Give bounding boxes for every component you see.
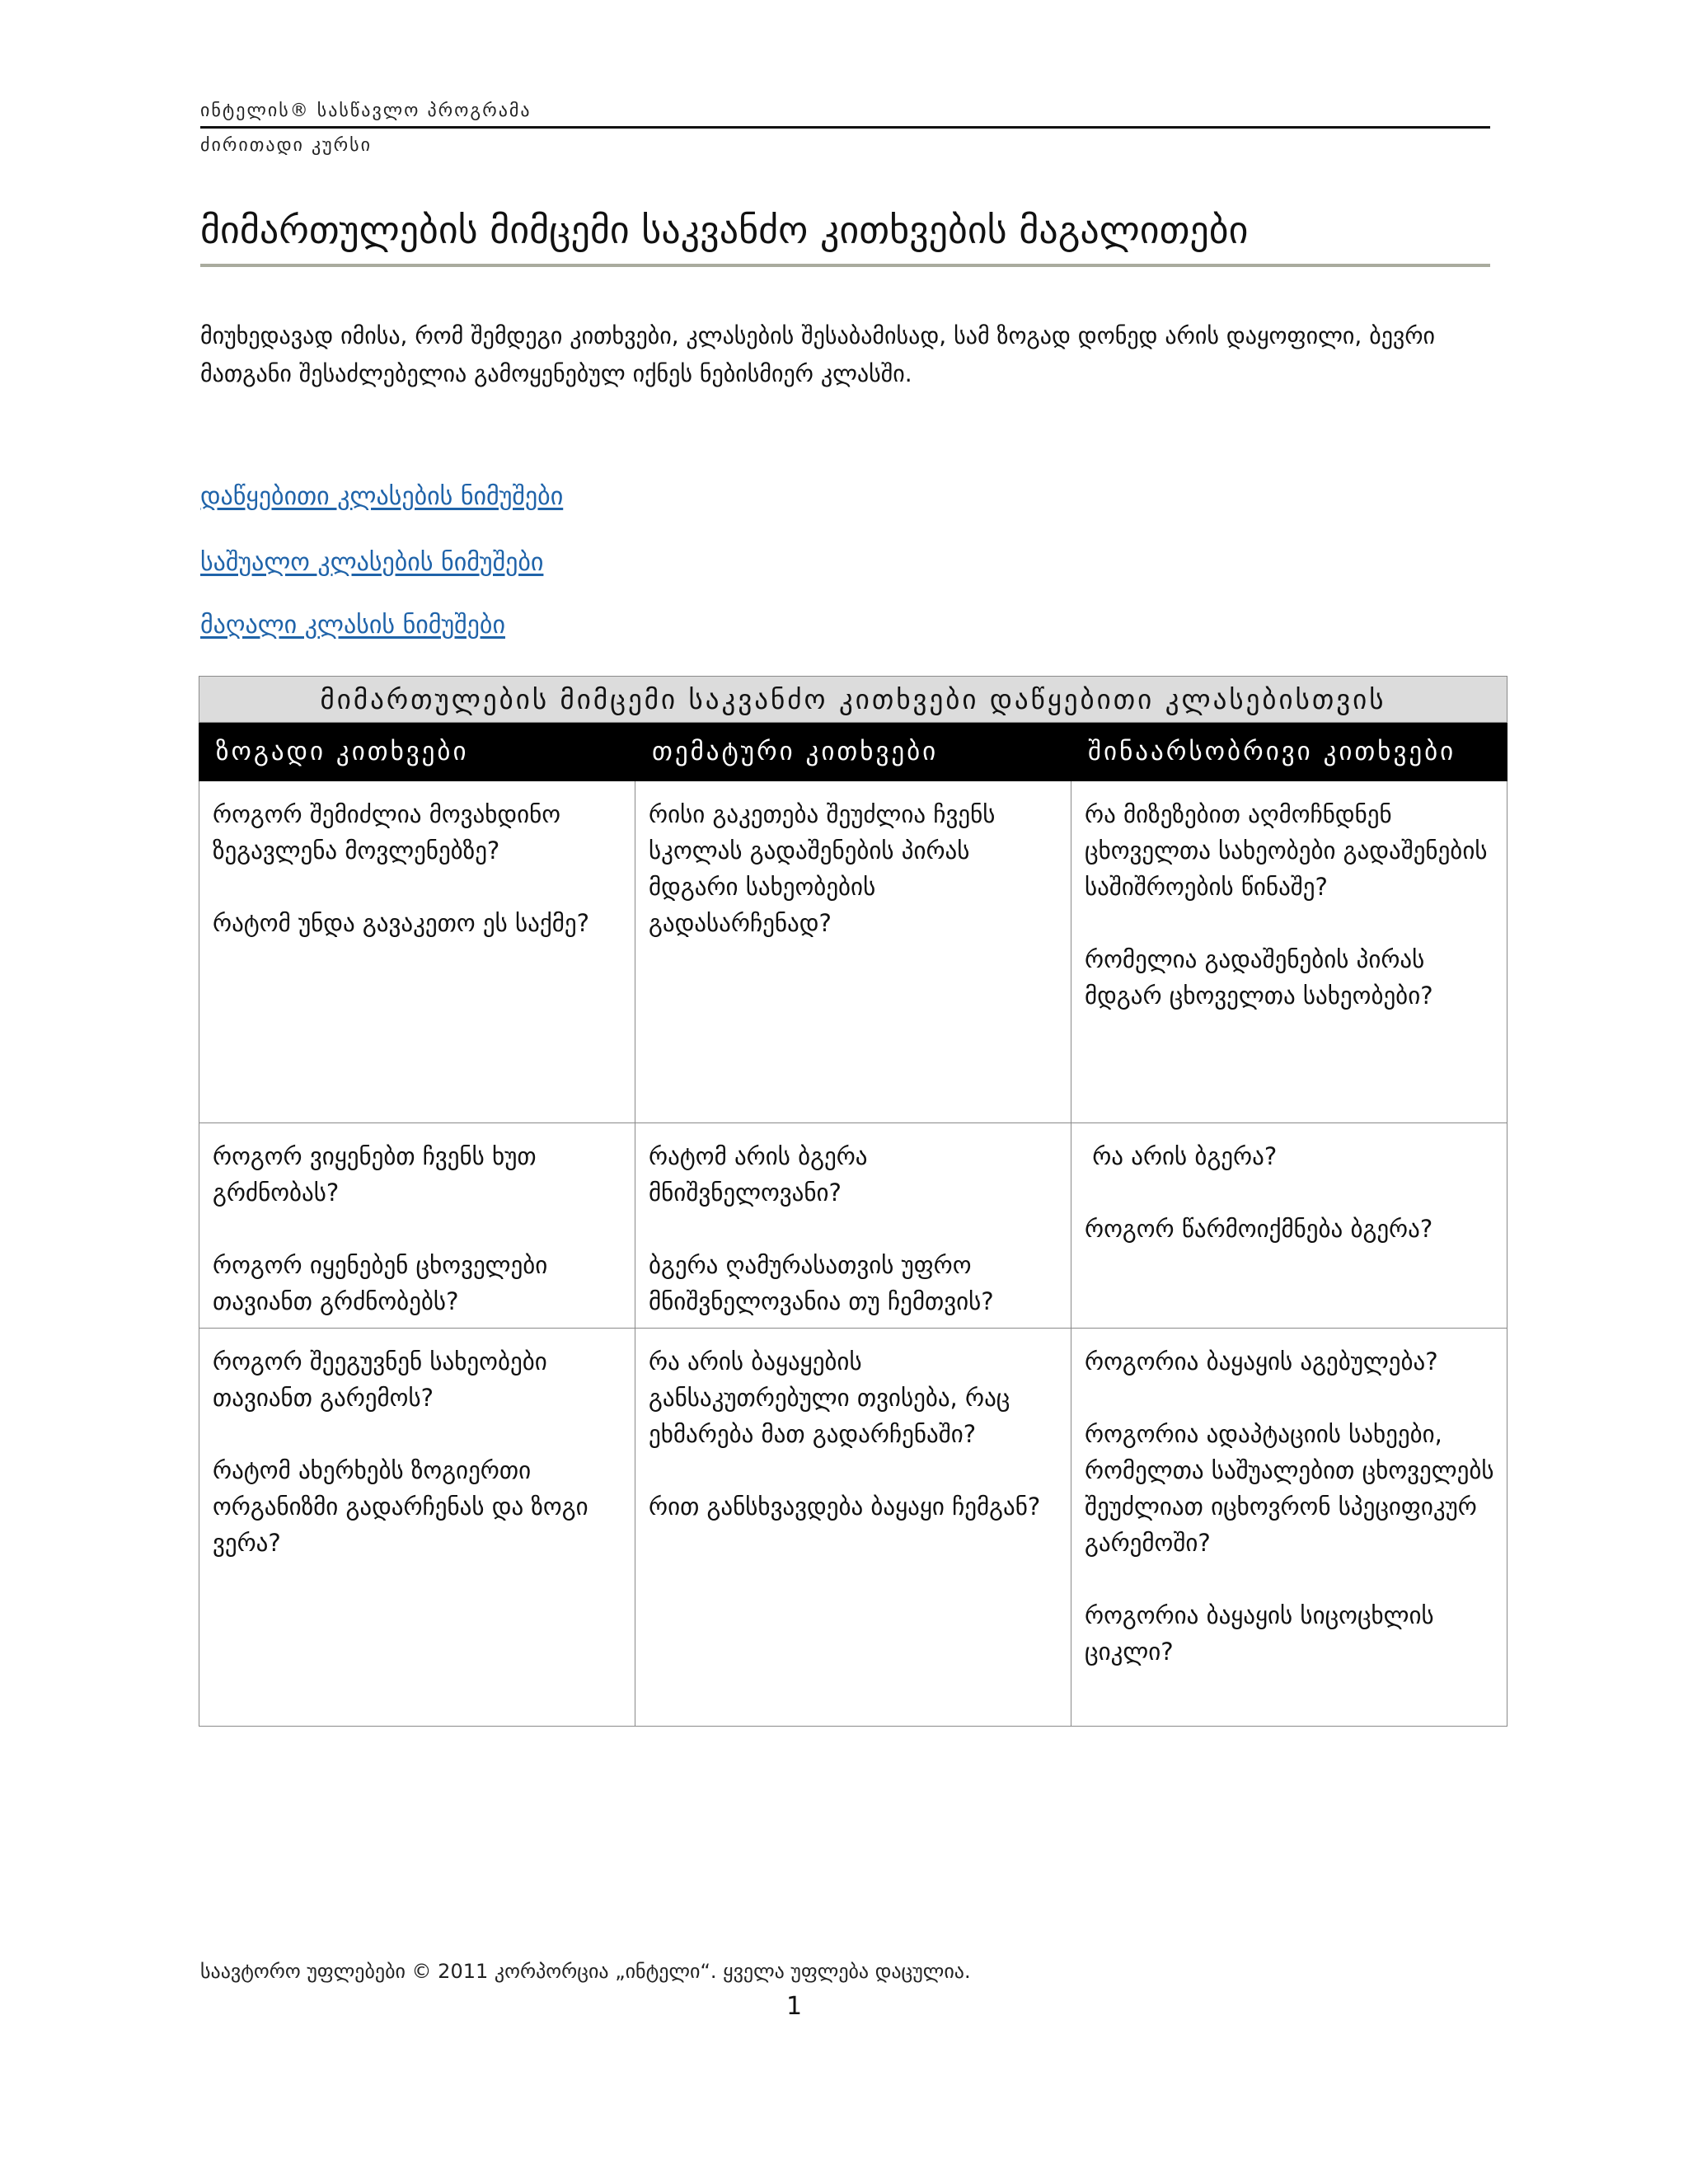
page-title: მიმართულების მიმცემი საკვანძო კითხვების მაგალითები	[200, 208, 1249, 252]
title-underline	[200, 264, 1490, 267]
link-primary-grades[interactable]: დაწყებითი კლასების ნიმუშები	[200, 482, 564, 511]
question-text: რით განსხვავდება ბაყაყი ჩემგან?	[649, 1493, 1041, 1521]
questions-table	[199, 676, 1507, 1727]
table-caption-row	[199, 677, 1507, 723]
table-cell	[635, 781, 1071, 1123]
table-caption: მიმართულების მიმცემი საკვანძო კითხვები დაწყებითი კლასებისთვის	[199, 677, 1507, 723]
table-cell	[635, 1123, 1071, 1329]
question-text: რატომ უნდა გავაკეთო ეს საქმე?	[213, 909, 589, 937]
col-header-thematic: თემატური კითხვები	[635, 723, 1071, 781]
question-text: როგორ წარმოიქმნება ბგერა?	[1085, 1215, 1433, 1243]
table-header-row	[199, 723, 1507, 781]
table-cell	[1071, 781, 1507, 1123]
table-cell	[199, 1329, 635, 1727]
table-row	[199, 781, 1507, 1123]
table-cell	[1071, 1329, 1507, 1727]
table-row	[199, 1123, 1507, 1329]
question-text: როგორ იყენებენ ცხოველები თავიანთ გრძნობებს?	[213, 1251, 548, 1315]
question-text: როგორია ბაყაყის სიცოცხლის ციკლი?	[1085, 1601, 1434, 1666]
question-text: როგორ შემიძლია მოვახდინო ზეგავლენა მოვლენებზე?	[213, 800, 561, 865]
question-text: როგორია ბაყაყის აგებულება?	[1085, 1347, 1438, 1376]
question-text: რა არის ბგერა?	[1085, 1142, 1278, 1170]
table-row	[199, 1329, 1507, 1727]
col-header-general: ზოგადი კითხვები	[199, 723, 635, 781]
question-text: რატომ ახერხებს ზოგიერთი ორგანიზმი გადარჩენას და ზოგი ვერა?	[213, 1456, 588, 1557]
intro-paragraph: მიუხედავად იმისა, რომ შემდეგი კითხვები, კლასების შესაბამისად, სამ ზოგად დონედ არის დაყოფილი, ბევრი მათგანი შესაძლებელია გამოყენებულ იქნეს ნებისმიერ კლასში.	[200, 322, 1436, 387]
question-text: როგორ ვიყენებთ ჩვენს ხუთ გრძნობას?	[213, 1142, 537, 1207]
question-text: როგორ შეეგუვნენ სახეობები თავიანთ გარემოს?	[213, 1347, 547, 1412]
table-cell	[199, 1123, 635, 1329]
page-number: 1	[786, 1992, 803, 2021]
question-text: რისი გაკეთება შეუძლია ჩვენს სკოლას გადაშენების პირას მდგარი სახეობების გადასარჩენად?	[649, 800, 996, 937]
header-divider	[200, 126, 1490, 129]
table-cell	[1071, 1123, 1507, 1329]
table-cell	[635, 1329, 1071, 1727]
question-text: რა არის ბაყაყების განსაკუთრებული თვისება, რაც ეხმარება მათ გადარჩენაში?	[649, 1347, 1010, 1448]
link-middle-grades[interactable]: საშუალო კლასების ნიმუშები	[200, 548, 544, 577]
col-header-content: შინაარსობრივი კითხვები	[1071, 723, 1507, 781]
running-header-course: ძირითადი კურსი	[200, 135, 373, 156]
question-text: რატომ არის ბგერა მნიშვნელოვანი?	[649, 1142, 868, 1207]
link-high-grades[interactable]: მაღალი კლასის ნიმუშები	[200, 611, 505, 640]
copyright-footer: საავტორო უფლებები © 2011 კორპორცია „ინტელი“. ყველა უფლება დაცულია.	[200, 1960, 971, 1983]
table-cell	[199, 781, 635, 1123]
question-text: როგორია ადაპტაციის სახეები, რომელთა საშუალებით ცხოველებს შეუძლიათ იცხოვრონ სპეციფიკურ გარემოში?	[1085, 1420, 1494, 1557]
question-text: რომელია გადაშენების პირას მდგარ ცხოველთა სახეობები?	[1085, 945, 1433, 1010]
running-header-program: ინტელის® სასწავლო პროგრამა	[200, 101, 532, 121]
question-text: რა მიზეზებით აღმოჩნდნენ ცხოველთა სახეობები გადაშენების საშიშროების წინაშე?	[1085, 800, 1488, 901]
question-text: ბგერა ღამურასათვის უფრო მნიშვნელოვანია თუ ჩემთვის?	[649, 1251, 994, 1315]
